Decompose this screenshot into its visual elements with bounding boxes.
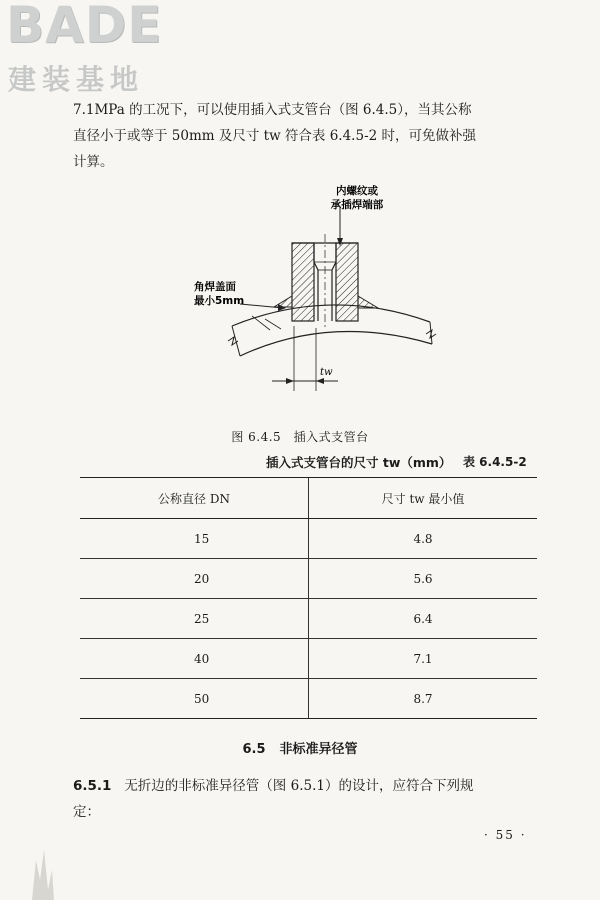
pipe-inner-arc	[240, 332, 432, 357]
dimension-table	[80, 477, 537, 719]
boss-right-wall	[336, 243, 358, 321]
figure-drawing	[0, 176, 600, 426]
cell-tw: 4.8	[413, 531, 433, 546]
logo-subtitle: 建装基地	[8, 63, 145, 96]
cell-tw: 6.4	[413, 611, 433, 626]
table-row	[80, 679, 537, 719]
clause-line: 定：	[73, 804, 100, 820]
header-tw-min: 尺寸 tw 最小值	[381, 491, 465, 506]
logo-wordmark: BADE	[6, 0, 163, 54]
weld-left	[274, 296, 292, 307]
label-fillet-weld: 角焊盖面	[194, 281, 236, 293]
clause-line: 无折边的非标准异径管（图 6.5.1）的设计，应符合下列规	[124, 778, 474, 794]
clause-paragraph	[73, 773, 551, 825]
scan-corner-mark	[30, 820, 70, 900]
cell-tw: 8.7	[413, 691, 433, 706]
cell-dn: 25	[194, 611, 210, 626]
table-number: 表 6.4.5-2	[463, 455, 527, 469]
weld-right	[358, 296, 378, 308]
table-row	[80, 559, 537, 599]
section-number: 6.5	[242, 742, 266, 757]
section-title: 非标准异径管	[279, 742, 358, 757]
cell-tw: 5.6	[413, 571, 433, 586]
intro-paragraph	[73, 97, 551, 175]
header-nominal-diameter: 公称直径 DN	[158, 491, 230, 506]
intro-line: 计算。	[73, 154, 114, 170]
watermark-logo	[0, 0, 180, 96]
label-min-size: 最小5mm	[194, 295, 245, 307]
intro-line: 直径小于或等于 50mm 及尺寸 tw 符合表 6.4.5-2 时，可免做补强	[73, 128, 477, 144]
cell-dn: 40	[194, 651, 210, 666]
table-title: 插入式支管台的尺寸 tw（mm）	[266, 455, 452, 470]
table-header-row	[80, 477, 537, 519]
clause-number: 6.5.1	[73, 778, 112, 794]
pipe-outer-arc	[232, 305, 430, 326]
intro-line: 7.1MPa 的工况下，可以使用插入式支管台（图 6.4.5），当其公称	[73, 102, 472, 118]
cell-tw: 7.1	[413, 651, 433, 666]
label-tw-dimension: tw	[320, 367, 333, 378]
section-heading	[0, 738, 600, 757]
label-socket-end: 承插焊端部	[330, 199, 384, 211]
figure-caption: 图 6.4.5 插入式支管台	[231, 430, 369, 444]
boss-left-wall	[292, 243, 314, 321]
figure-insert-boss	[0, 176, 600, 426]
table-row	[80, 519, 537, 559]
table-row	[80, 639, 537, 679]
cell-dn: 15	[194, 531, 210, 546]
cell-dn: 50	[194, 691, 210, 706]
table-row	[80, 599, 537, 639]
page-number: · 55 ·	[484, 828, 527, 842]
cell-dn: 20	[194, 571, 210, 586]
label-thread-end: 内螺纹或	[336, 185, 378, 197]
